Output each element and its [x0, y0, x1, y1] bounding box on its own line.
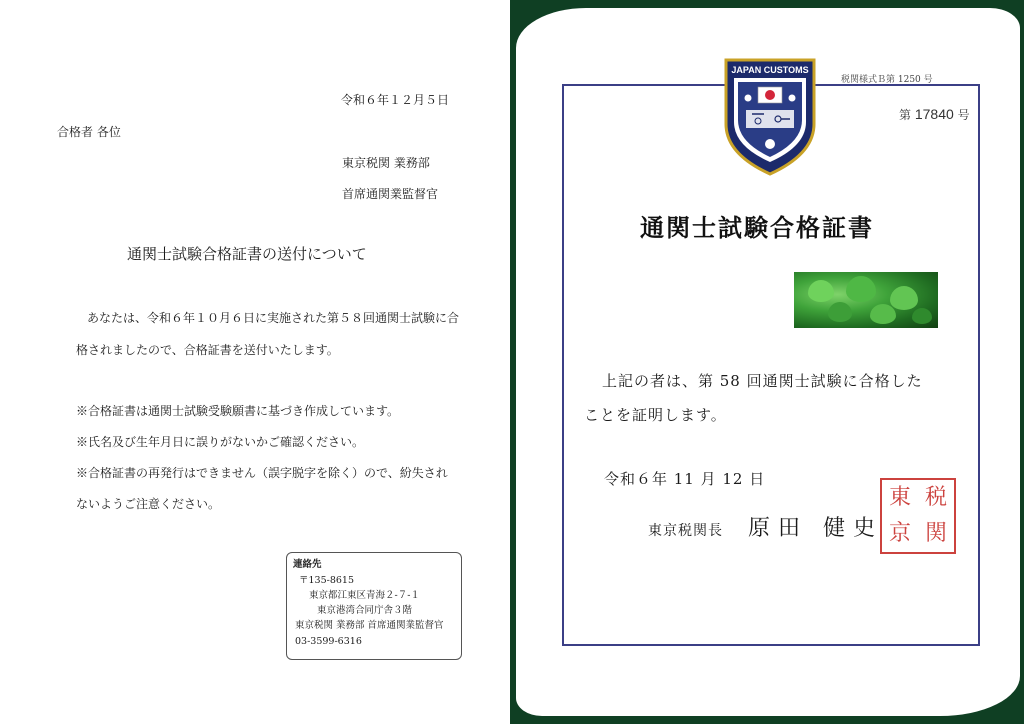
- contact-phone: 03-3599-6316: [295, 636, 362, 647]
- certificate-number: [899, 106, 970, 123]
- contact-box: [286, 552, 462, 660]
- contact-address-line: 東京港湾合同庁舎３階: [317, 605, 413, 616]
- letter-body-line: あなたは、令和６年１０月６日に実施された第５８回通関士試験に合: [87, 311, 460, 325]
- customs-emblem-icon: [720, 54, 820, 178]
- seal-char: 税: [924, 485, 947, 510]
- official-seal-stamp: [880, 478, 956, 554]
- certificate-number-value: 17840: [914, 106, 954, 122]
- seal-char: 東: [888, 485, 911, 510]
- contact-dept: 東京税関 業務部 首席通関業監督官: [295, 620, 444, 631]
- certificate-title: 通関士試験合格証書: [640, 213, 874, 242]
- letter-sender-title: 首席通関業監督官: [342, 187, 439, 201]
- form-number: 税関様式Ｂ第 1250 号: [841, 75, 933, 85]
- certificate-number-suffix: 号: [957, 108, 970, 122]
- letter-addressee: 合格者 各位: [57, 125, 121, 139]
- certificate-paper: [516, 8, 1020, 716]
- certificate-body-line: 上記の者は、第 58 回通関士試験に合格した: [602, 372, 923, 390]
- certificate: [510, 0, 1024, 724]
- letter-note: ※合格証書は通関士試験受験願書に基づき作成しています。: [76, 404, 400, 418]
- issuer-name: 原田 健史: [748, 516, 883, 541]
- contact-postal: 〒135-8615: [299, 575, 355, 586]
- emblem-text: JAPAN CUSTOMS: [731, 65, 809, 75]
- letter-body-line: 格されましたので、合格証書を送付いたします。: [76, 343, 339, 357]
- certificate-date: 令和６年 11 月 12 日: [604, 470, 766, 488]
- certificate-body-line: ことを証明します。: [584, 406, 727, 424]
- letter-date: 令和６年１２月５日: [341, 93, 450, 107]
- letter-title: 通関士試験合格証書の送付について: [127, 245, 367, 263]
- contact-heading: 連絡先: [293, 559, 322, 570]
- certificate-number-prefix: 第: [899, 108, 912, 122]
- letter-note: ないようご注意ください。: [76, 497, 221, 511]
- letter-sender-org: 東京税関 業務部: [342, 156, 430, 170]
- letter-note: ※氏名及び生年月日に誤りがないかご確認ください。: [76, 435, 365, 449]
- contact-address-line: 東京都江東区青海２-７-１: [309, 590, 420, 601]
- seal-char: 関: [924, 521, 947, 546]
- cover-letter: [0, 0, 510, 724]
- seal-char: 京: [888, 521, 911, 546]
- issuer-title: 東京税関長: [648, 523, 723, 539]
- green-plant-image: [794, 272, 938, 328]
- letter-note: ※合格証書の再発行はできません（誤字脱字を除く）ので、紛失され: [76, 466, 448, 480]
